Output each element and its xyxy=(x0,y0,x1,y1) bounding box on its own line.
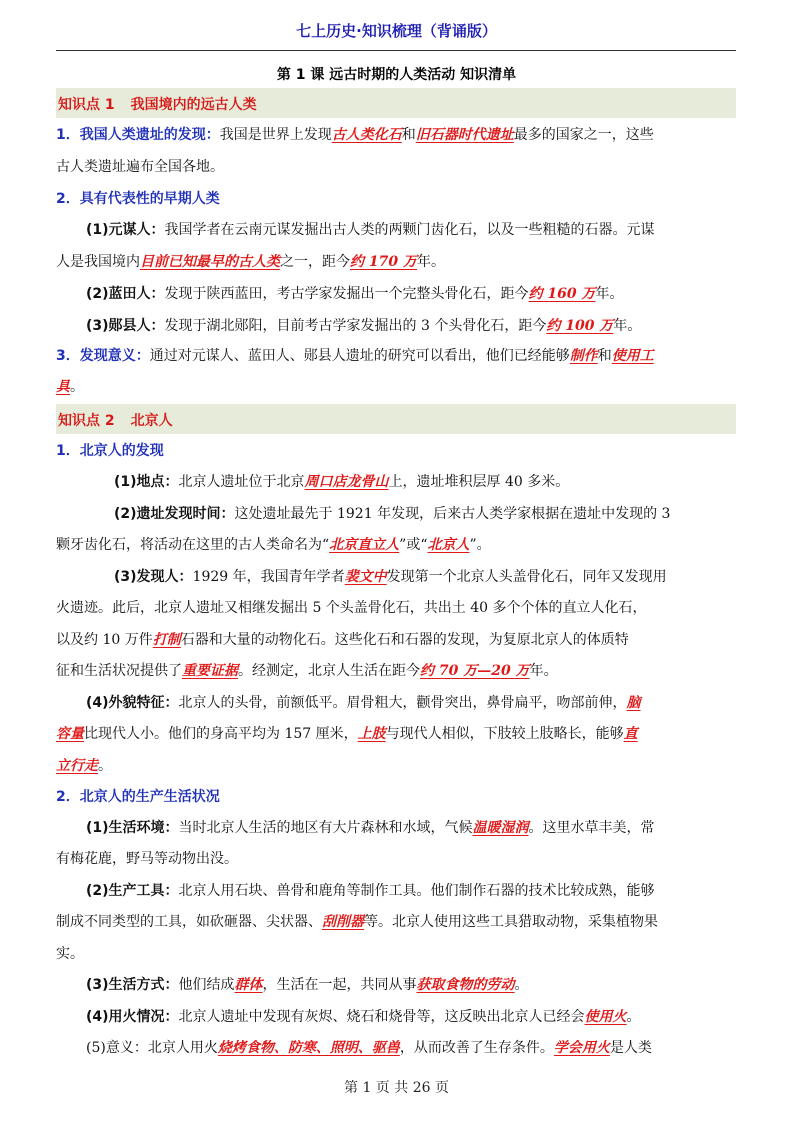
yuanmou-line-1 xyxy=(86,220,766,240)
knowledge-point-1-bar xyxy=(56,88,736,118)
item-label: (2)蓝田人： xyxy=(86,286,165,302)
item-label: (4)用火情况： xyxy=(86,1009,179,1025)
text: 之一，距今 xyxy=(280,254,350,270)
item-label: (1)元谋人： xyxy=(86,222,165,238)
text: ”或“ xyxy=(399,537,428,553)
tools-line-1 xyxy=(86,881,766,901)
text: 等。北京人使用这些工具猎取动物，采集植物果 xyxy=(364,914,658,930)
text: 是人类 xyxy=(609,1040,652,1056)
env-line-1 xyxy=(86,818,766,838)
text: 制成不同类型的工具，如砍砸器、尖状器、 xyxy=(56,914,322,930)
item-label: (2)生产工具： xyxy=(86,883,179,899)
item-label: (1)地点： xyxy=(114,474,179,490)
finder-line-3 xyxy=(56,630,736,650)
text: 我国是世界上发现 xyxy=(219,127,332,143)
yuanmou-line-2 xyxy=(56,252,736,272)
env-line-2: 有梅花鹿，野马等动物出没。 xyxy=(56,851,238,867)
text: 最多的国家之一，这些 xyxy=(513,127,654,143)
text: 征和生活状况提供了 xyxy=(56,663,182,679)
feature-line-2 xyxy=(56,724,736,744)
keyword: 目前已知最早的古人类 xyxy=(140,254,280,270)
text: 比现代人小。他们的身高平均为 157 厘米， xyxy=(84,726,358,742)
text: 上，遗址堆积层厚 40 多米。 xyxy=(388,474,570,490)
kp-label: 知识点 2 xyxy=(58,413,115,429)
keyword: 获取食物的劳动 xyxy=(416,977,515,993)
section-heading: 2．具有代表性的早期人类 xyxy=(56,191,220,207)
keyword: 约 100 万 xyxy=(546,318,614,334)
text: 人是我国境内 xyxy=(56,254,140,270)
keyword: 北京直立人 xyxy=(329,537,400,553)
keyword: 旧石器时代遗址 xyxy=(415,127,514,143)
keyword: 制作 xyxy=(569,348,598,364)
fire-line xyxy=(86,1007,766,1027)
tools-line-3: 实。 xyxy=(56,946,84,962)
text: 发现于陕西蓝田，考古学家发掘出一个完整头骨化石，距今 xyxy=(164,286,529,302)
item-label: (3)生活方式： xyxy=(86,977,179,993)
section-3-line-2 xyxy=(56,377,736,397)
tools-line-2 xyxy=(56,912,736,932)
keyword: 使用火 xyxy=(584,1009,627,1025)
kp-name: 我国境内的远古人类 xyxy=(130,97,257,113)
keyword: 脑 xyxy=(626,695,641,711)
keyword: 上肢 xyxy=(357,726,386,742)
knowledge-point-2-bar xyxy=(56,404,736,434)
text: 当时北京人生活的地区有大片森林和水域，气候 xyxy=(178,820,473,836)
text: 以及约 10 万件 xyxy=(56,632,153,648)
section-1-line-2: 古人类遗址遍布全国各地。 xyxy=(56,159,224,175)
keyword: 群体 xyxy=(234,977,263,993)
keyword: 周口店龙骨山 xyxy=(304,474,389,490)
section-heading: 3．发现意义： xyxy=(56,348,150,364)
section-heading: 1．北京人的发现 xyxy=(56,443,164,459)
section-1-line-1 xyxy=(56,125,736,145)
text: ，生活在一起，共同从事 xyxy=(262,977,417,993)
text: 年。 xyxy=(529,663,558,679)
text: 发现第一个北京人头盖骨化石，同年又发现用 xyxy=(386,569,667,585)
item-label: (1)生活环境： xyxy=(86,820,179,836)
text: 北京人遗址位于北京 xyxy=(178,474,305,490)
text: 北京人用石块、兽骨和鹿角等制作工具。他们制作石器的技术比较成熟，能够 xyxy=(178,883,655,899)
keyword: 温暖湿润 xyxy=(472,820,529,836)
time-line-1 xyxy=(114,504,793,524)
text: 和 xyxy=(597,348,612,364)
document-header: 七上历史·知识梳理（背诵版） xyxy=(296,22,497,40)
text: 北京人用火 xyxy=(147,1040,218,1056)
text: 他们结成 xyxy=(178,977,235,993)
time-line-2 xyxy=(56,535,736,555)
kp-label: 知识点 1 xyxy=(58,97,115,113)
text: ，从而改善了生存条件。 xyxy=(399,1040,554,1056)
text: 我国学者在云南元谋发掘出古人类的两颗门齿化石，以及一些粗糙的石器。元谋 xyxy=(164,222,655,238)
text: 和 xyxy=(401,127,416,143)
text: 北京人的头骨，前额低平。眉骨粗大，颧骨突出，鼻骨扁平，吻部前伸， xyxy=(178,695,627,711)
keyword: 约 160 万 xyxy=(528,286,596,302)
life-line xyxy=(86,975,766,995)
keyword: 使用工 xyxy=(611,348,654,364)
item-label: (5)意义： xyxy=(86,1040,148,1056)
lantian-line xyxy=(86,284,766,304)
kp-name: 北京人 xyxy=(130,413,173,429)
keyword: 容量 xyxy=(56,726,84,742)
keyword: 立行走 xyxy=(56,758,98,774)
finder-line-1 xyxy=(114,567,793,587)
text: ”。 xyxy=(469,537,491,553)
section-3-line-1 xyxy=(56,346,736,366)
section-2-heading xyxy=(56,189,736,209)
page-number: 第 1 页 共 26 页 xyxy=(344,1080,449,1096)
keyword: 裴文中 xyxy=(344,569,387,585)
item-label: (3)发现人： xyxy=(114,569,193,585)
keyword: 烧烤食物、防寒、照明、驱兽 xyxy=(217,1040,400,1056)
finder-line-4 xyxy=(56,661,736,681)
lesson-title: 第 1 课 远古时期的人类活动 知识清单 xyxy=(276,67,517,83)
text: 年。 xyxy=(595,286,624,302)
b2-heading xyxy=(56,787,736,807)
keyword: 刮削器 xyxy=(322,914,364,930)
text: 。经测定，北京人生活在距今 xyxy=(238,663,420,679)
feature-line-3 xyxy=(56,756,736,776)
text: 北京人遗址中发现有灰烬、烧石和烧骨等，这反映出北京人已经会 xyxy=(178,1009,585,1025)
text: 与现代人相似，下肢较上肢略长，能够 xyxy=(385,726,624,742)
text: 。 xyxy=(98,758,112,774)
keyword: 直 xyxy=(623,726,638,742)
text: 。 xyxy=(514,977,529,993)
text: 通过对元谋人、蓝田人、郧县人遗址的研究可以看出，他们已经能够 xyxy=(149,348,570,364)
text: 年。 xyxy=(613,318,642,334)
item-label: (2)遗址发现时间： xyxy=(114,506,235,522)
header-divider xyxy=(56,50,736,51)
yunxian-line xyxy=(86,316,766,336)
text: 年。 xyxy=(416,254,445,270)
keyword: 约 170 万 xyxy=(350,254,417,270)
text: 颗牙齿化石，将活动在这里的古人类命名为“ xyxy=(56,537,330,553)
text: 。这里水草丰美，常 xyxy=(528,820,655,836)
keyword: 古人类化石 xyxy=(331,127,402,143)
text: 这处遗址最先于 1921 年发现，后来古人类学家根据在遗址中发现的 3 xyxy=(234,506,671,522)
keyword: 具 xyxy=(56,379,70,395)
text: 1929 年，我国青年学者 xyxy=(192,569,345,585)
keyword: 重要证据 xyxy=(182,663,238,679)
keyword: 约 70 万—20 万 xyxy=(420,663,530,679)
keyword: 北京人 xyxy=(427,537,470,553)
text: 。 xyxy=(70,379,84,395)
item-label: (4)外貌特征： xyxy=(86,695,179,711)
keyword: 学会用火 xyxy=(553,1040,610,1056)
meaning-line xyxy=(86,1038,766,1058)
item-label: (3)郧县人： xyxy=(86,318,165,334)
place-line xyxy=(114,472,793,492)
b1-heading xyxy=(56,441,736,461)
section-heading: 1．我国人类遗址的发现： xyxy=(56,127,220,143)
finder-line-2: 火遗迹。此后，北京人遗址又相继发掘出 5 个头盖骨化石，共出土 40 多个个体的直立人化石， xyxy=(56,600,647,616)
text: 石器和大量的动物化石。这些化石和石器的发现，为复原北京人的体质特 xyxy=(180,632,629,648)
feature-line-1 xyxy=(86,693,766,713)
keyword: 打制 xyxy=(152,632,181,648)
text: 。 xyxy=(626,1009,641,1025)
text: 发现于湖北郧阳，目前考古学家发掘出的 3 个头骨化石，距今 xyxy=(164,318,547,334)
section-heading: 2．北京人的生产生活状况 xyxy=(56,789,220,805)
